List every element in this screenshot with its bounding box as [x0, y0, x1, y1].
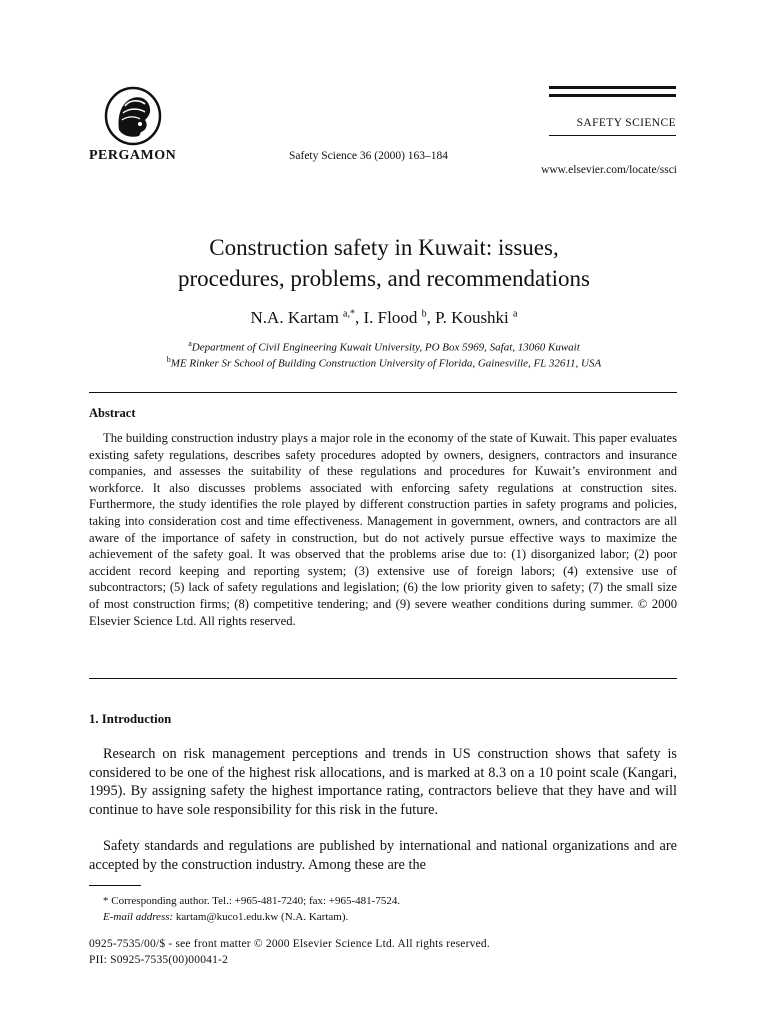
paper-title — [60, 232, 708, 294]
body-paragraph: Research on risk management perceptions and trends in US construction shows that safety is considered to be one of the highest risk allocations, and is marked at 8.3 on a 10 point scale (Kangari, 1995). By assigning safety the highest importance rating, contractors believe that they have and will continue to have sole responsibility for this risk in the future. — [89, 746, 677, 818]
author-name: I. Flood — [363, 308, 418, 327]
journal-citation: Safety Science 36 (2000) 163–184 — [289, 150, 449, 162]
publisher-logo — [103, 86, 163, 146]
title-line-1: Construction safety in Kuwait: issues, — [209, 235, 559, 260]
body-paragraph: Safety standards and regulations are published by international and national organizations and are accepted by the construction industry. Among these are the — [89, 838, 677, 873]
abstract-heading: Abstract — [89, 406, 136, 420]
divider — [89, 678, 677, 679]
section-heading: 1. Introduction — [89, 712, 172, 726]
header-rule-thin — [549, 135, 676, 136]
author-affiliation-mark: b — [421, 308, 427, 320]
author-affiliation-mark: a,* — [343, 308, 355, 320]
divider — [89, 392, 677, 393]
affiliation-a — [60, 339, 708, 354]
affiliation-text: ME Rinker Sr School of Building Construction University of Florida, Gainesville, FL 32611, USA — [170, 357, 602, 370]
footnote-rule — [89, 885, 141, 886]
affiliation-mark: a — [188, 339, 192, 348]
affiliation-text: Department of Civil Engineering Kuwait University, PO Box 5969, Safat, 13060 Kuwait — [191, 341, 580, 354]
journal-name: SAFETY SCIENCE — [576, 117, 676, 129]
title-line-2: procedures, problems, and recommendations — [178, 266, 590, 291]
pii-line: PII: S0925-7535(00)00041-2 — [89, 954, 229, 966]
author-list: N.A. Kartam $^{a,*}$, I. Flood $^b$, P. Koushki $^a$ — [250, 308, 518, 327]
footnote-corresponding: * Corresponding author. Tel.: +965-481-7240; fax: +965-481-7524. — [103, 895, 401, 907]
affiliation-mark: b — [166, 355, 171, 364]
affiliation-b — [60, 355, 708, 370]
publisher-name: PERGAMON — [89, 148, 177, 163]
email-label: E-mail address: — [103, 911, 174, 923]
front-matter-line: 0925-7535/00/$ - see front matter © 2000 Elsevier Science Ltd. All rights reserved. — [89, 938, 490, 950]
header-rule-top — [549, 86, 676, 89]
author-name: N.A. Kartam — [250, 308, 339, 327]
header-rule-second — [549, 94, 676, 97]
abstract-text: The building construction industry plays a major role in the economy of the state of Kuwait. This paper evaluates existing safety regulations, describes safety procedures adopted by owners, designers, contractors and insurance companies, and assesses the suitability of these regulations and procedures for Kuwait’s environment and workforce. It also discusses problems associated with enforcing safety regulations at construction sites. Furthermore, the study identifies the role played by different construction parties in safety programs and policies, taking into consideration cost and time effectiveness. Management in government, owners, and contractors are all aware of the importance of safety in construction, but do not actively pursue effective ways to maximize the achievement of the safety goal. It was observed that the problems arise due to: (1) disorganized labor; (2) poor accident record keeping and reporting system; (3) extensive use of foreign labors; (4) extensive use of subcontractors; (5) lack of safety regulations and legislation; (6) the low priority given to safety; (7) the small size of most construction firms; (8) competitive tendering; and (9) severe weather conditions during summer. © 2000 Elsevier Science Ltd. All rights reserved. — [89, 431, 677, 628]
author-name: P. Koushki — [435, 308, 509, 327]
footnote-email — [103, 911, 348, 923]
email-value[interactable]: kartam@kuco1.edu.kw (N.A. Kartam). — [175, 911, 349, 923]
author-affiliation-mark: a — [513, 308, 518, 320]
journal-url[interactable]: www.elsevier.com/locate/ssci — [541, 164, 677, 176]
